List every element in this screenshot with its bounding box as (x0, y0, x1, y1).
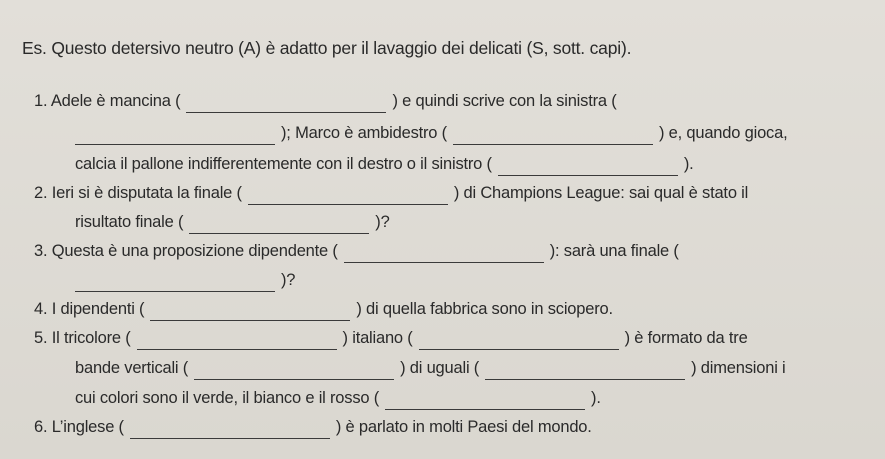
exercise-example: Es. Questo detersivo neutro (A) è adatto per il lavaggio dei delicati (S, sott. capi). (22, 38, 632, 58)
item-5-line-3 (75, 389, 601, 410)
item-5-line-2 (75, 359, 786, 380)
answer-blank[interactable] (344, 261, 544, 263)
answer-blank[interactable] (75, 143, 275, 145)
text: 6. L’inglese ( (34, 418, 124, 436)
text: 5. Il tricolore ( (34, 329, 131, 347)
answer-blank[interactable] (485, 378, 685, 380)
text: cui colori sono il verde, il bianco e il rosso ( (75, 389, 380, 407)
item-5-line-1 (34, 329, 748, 350)
text: ) e quindi scrive con la sinistra ( (392, 92, 617, 110)
item-1-line-1 (34, 92, 617, 113)
answer-blank[interactable] (137, 348, 337, 350)
text: ) di Champions League: sai qual è stato il (453, 184, 749, 202)
text: 3. Questa è una proposizione dipendente ( (34, 242, 338, 260)
text: )? (375, 213, 390, 231)
answer-blank[interactable] (75, 290, 275, 292)
text: ). (591, 389, 601, 407)
answer-blank[interactable] (130, 437, 330, 439)
text: ) è formato da tre (624, 329, 748, 347)
text: ) di quella fabbrica sono in sciopero. (356, 300, 613, 318)
item-4-line-1 (34, 300, 613, 321)
text: ); Marco è ambidestro ( (281, 124, 447, 142)
item-2-line-1 (34, 184, 748, 205)
answer-blank[interactable] (419, 348, 619, 350)
text: 4. I dipendenti ( (34, 300, 145, 318)
answer-blank[interactable] (453, 143, 653, 145)
text: ) italiano ( (342, 329, 413, 347)
text: bande verticali ( (75, 359, 189, 377)
text: ) di uguali ( (400, 359, 480, 377)
text: ) dimensioni i (691, 359, 786, 377)
answer-blank[interactable] (248, 203, 448, 205)
answer-blank[interactable] (498, 174, 678, 176)
answer-blank[interactable] (150, 319, 350, 321)
text: 2. Ieri si è disputata la finale ( (34, 184, 242, 202)
item-3-line-2 (75, 271, 295, 292)
answer-blank[interactable] (189, 232, 369, 234)
text: ) e, quando gioca, (658, 124, 788, 142)
text: calcia il pallone indifferentemente con il destro o il sinistro ( (75, 155, 492, 173)
text: risultato finale ( (75, 213, 184, 231)
item-3-line-1 (34, 242, 679, 263)
answer-blank[interactable] (385, 408, 585, 410)
text: )? (281, 271, 296, 289)
item-2-line-2 (75, 213, 390, 234)
text: 1. Adele è mancina ( (34, 92, 181, 110)
item-6-line-1 (34, 418, 592, 439)
text: ). (683, 155, 694, 173)
item-1-line-3 (75, 155, 694, 176)
answer-blank[interactable] (194, 378, 394, 380)
answer-blank[interactable] (186, 111, 386, 113)
text: ): sarà una finale ( (549, 242, 679, 260)
item-1-line-2 (75, 124, 787, 145)
text: ) è parlato in molti Paesi del mondo. (335, 418, 592, 436)
